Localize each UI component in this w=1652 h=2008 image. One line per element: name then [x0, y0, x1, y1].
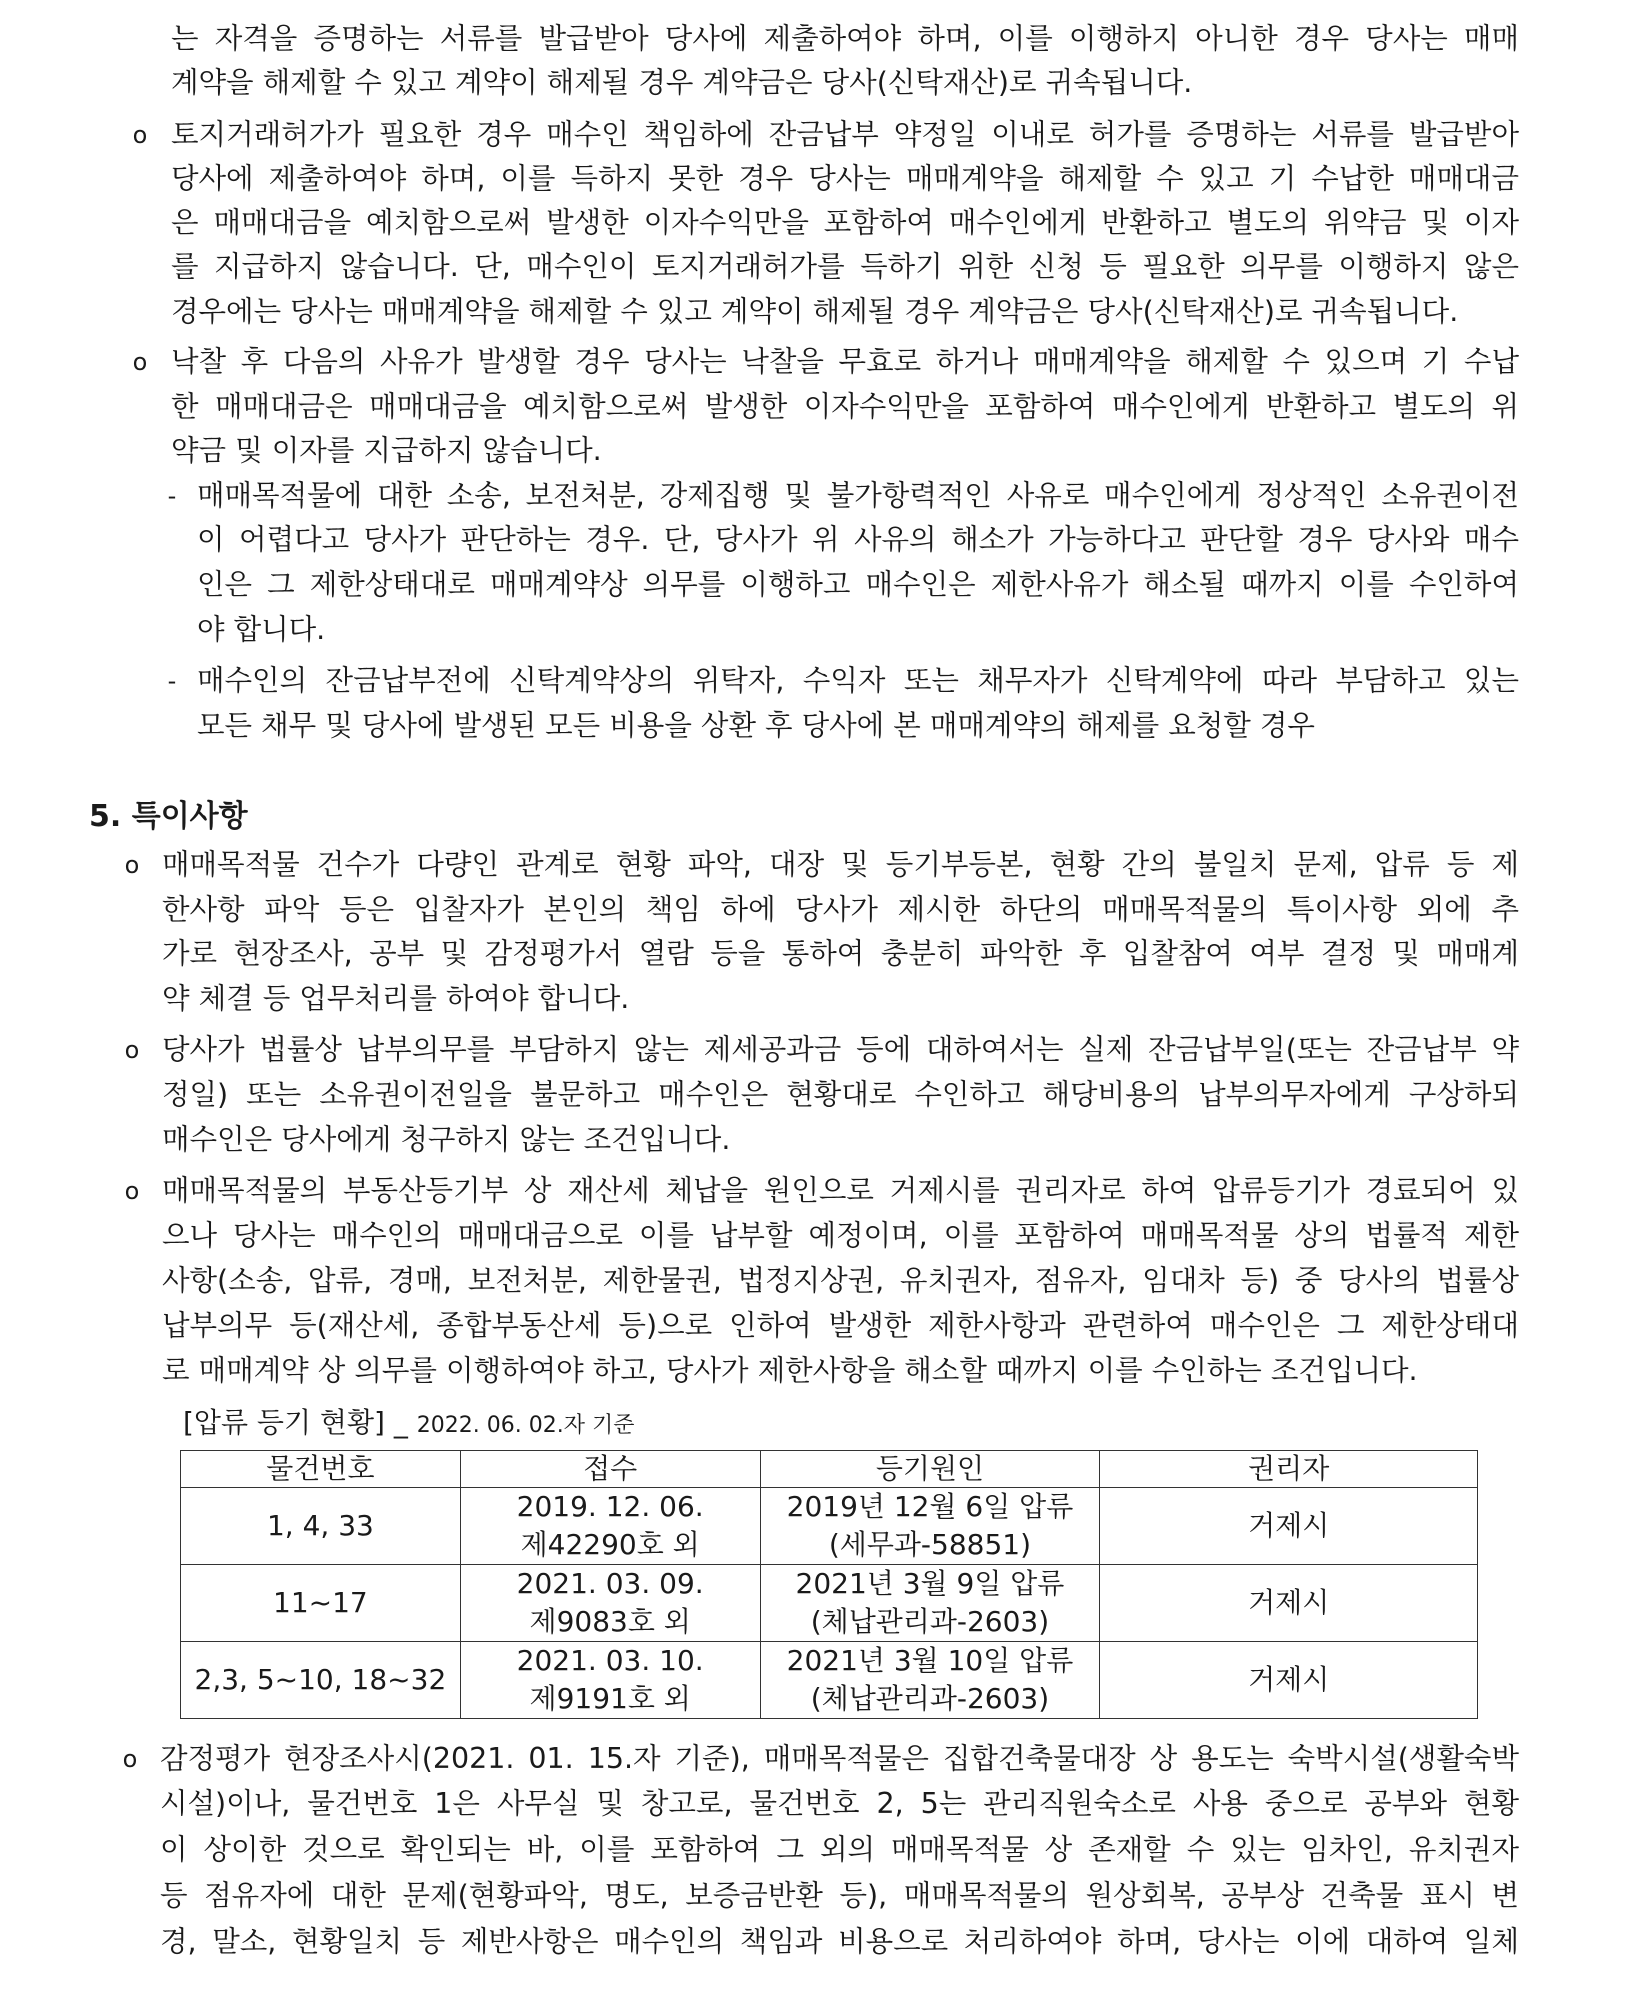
- column-header: 물건번호: [181, 1451, 461, 1488]
- cause-cell: [760, 1642, 1100, 1719]
- paragraph-line: 납부의무 등(재산세, 종합부동산세 등)으로 인하여 발생한 제한사항과 관련하여 매수인은 그 제한상태대: [162, 1309, 1519, 1342]
- paragraph-line: 계약을 해제할 수 있고 계약이 해제될 경우 계약금은 당사(신탁재산)로 귀속됩니다.: [171, 66, 1193, 99]
- table-row: [181, 1565, 1478, 1642]
- cause-ref: (체납관리과-2603): [810, 1605, 1050, 1638]
- paragraph-line: 매수인은 당사에게 청구하지 않는 조건입니다.: [162, 1123, 731, 1156]
- cause-ref: (체납관리과-2603): [810, 1682, 1050, 1715]
- seizure-registration-table: [180, 1450, 1478, 1719]
- paragraph-line: 시설)이나, 물건번호 1은 사무실 및 창고로, 물건번호 2, 5는 관리직원숙소로 사용 중으로 공부와 현황: [160, 1787, 1519, 1820]
- paragraph-line: 인은 그 제한상태대로 매매계약상 의무를 이행하고 매수인은 제한사유가 해소될 때까지 이를 수인하여: [197, 568, 1519, 601]
- paragraph-line: 토지거래허가가 필요한 경우 매수인 책임하에 잔금납부 약정일 이내로 허가를 증명하는 서류를 발급받아: [171, 118, 1519, 151]
- paragraph-line: 사항(소송, 압류, 경매, 보전처분, 제한물권, 법정지상권, 유치권자, 점유자, 임대차 등) 중 당사의 법률상: [162, 1264, 1519, 1297]
- cause-text: 2019년 12월 6일 압류: [786, 1490, 1074, 1523]
- paragraph-line: 매매목적물에 대한 소송, 보전처분, 강제집행 및 불가항력적인 사유로 매수인에게 정상적인 소유권이전: [197, 479, 1519, 512]
- receipt-number: 제9083호 외: [529, 1605, 691, 1638]
- paragraph-line: 약 체결 등 업무처리를 하여야 합니다.: [162, 982, 630, 1015]
- paragraph-line: 등 점유자에 대한 문제(현황파악, 명도, 보증금반환 등), 매매목적물의 원상회복, 공부상 건축물 표시 변: [160, 1879, 1519, 1912]
- holder-cell: 거제시: [1100, 1642, 1478, 1719]
- receipt-number: 제42290호 외: [520, 1528, 700, 1561]
- table-caption-title: [압류 등기 현황] _: [183, 1406, 408, 1439]
- bullet-marker: o: [124, 1036, 140, 1064]
- cause-text: 2021년 3월 9일 압류: [795, 1567, 1065, 1600]
- paragraph-line: 이 어렵다고 당사가 판단하는 경우. 단, 당사가 위 사유의 해소가 가능하다고 판단할 경우 당사와 매수: [197, 523, 1519, 556]
- cause-cell: [760, 1488, 1100, 1565]
- paragraph-line: 으나 당사는 매수인의 매매대금으로 이를 납부할 예정이며, 이를 포함하여 매매목적물 상의 법률적 제한: [162, 1219, 1519, 1252]
- table-row: [181, 1488, 1478, 1565]
- receipt-date: 2021. 03. 10.: [516, 1644, 704, 1677]
- paragraph-line: 매매목적물 건수가 다량인 관계로 현황 파악, 대장 및 등기부등본, 현황 간의 불일치 문제, 압류 등 제: [162, 848, 1519, 881]
- paragraph-line: 낙찰 후 다음의 사유가 발생할 경우 당사는 낙찰을 무효로 하거나 매매계약을 해제할 수 있으며 기 수납: [171, 345, 1519, 378]
- paragraph-line: 경우에는 당사는 매매계약을 해제할 수 있고 계약이 해제될 경우 계약금은 당사(신탁재산)로 귀속됩니다.: [171, 295, 1459, 328]
- cause-ref: (세무과-58851): [828, 1528, 1032, 1561]
- receipt-cell: [460, 1488, 760, 1565]
- bullet-marker: o: [124, 851, 140, 879]
- dash-marker: -: [167, 667, 177, 695]
- table-header-row: [181, 1451, 1478, 1488]
- holder-cell: 거제시: [1100, 1488, 1478, 1565]
- item-number-cell: 1, 4, 33: [181, 1488, 461, 1565]
- table-caption-date: 2022. 06. 02.자 기준: [416, 1413, 635, 1438]
- paragraph-line: 매매목적물의 부동산등기부 상 재산세 체납을 원인으로 거제시를 권리자로 하여 압류등기가 경료되어 있: [162, 1174, 1519, 1207]
- receipt-cell: [460, 1565, 760, 1642]
- paragraph-line: 정일) 또는 소유권이전일을 불문하고 매수인은 현황대로 수인하고 해당비용의 납부의무자에게 구상하되: [162, 1078, 1519, 1111]
- item-number-cell: 2,3, 5~10, 18~32: [181, 1642, 461, 1719]
- receipt-date: 2021. 03. 09.: [516, 1567, 704, 1600]
- cause-text: 2021년 3월 10일 압류: [786, 1644, 1074, 1677]
- dash-marker: -: [167, 482, 177, 510]
- paragraph-line: 이 상이한 것으로 확인되는 바, 이를 포함하여 그 외의 매매목적물 상 존재할 수 있는 임차인, 유치권자: [160, 1833, 1519, 1866]
- paragraph-line: 모든 채무 및 당사에 발생된 모든 비용을 상환 후 당사에 본 매매계약의 해제를 요청할 경우: [197, 709, 1315, 742]
- table-row: [181, 1642, 1478, 1719]
- paragraph-line: 은 매매대금을 예치함으로써 발생한 이자수익만을 포함하여 매수인에게 반환하고 별도의 위약금 및 이자: [171, 206, 1519, 239]
- receipt-number: 제9191호 외: [529, 1682, 691, 1715]
- section-heading: 5. 특이사항: [89, 799, 248, 834]
- receipt-date: 2019. 12. 06.: [516, 1490, 704, 1523]
- bullet-marker: o: [122, 1745, 138, 1773]
- bullet-marker: o: [124, 1177, 140, 1205]
- holder-cell: 거제시: [1100, 1565, 1478, 1642]
- paragraph-line: 는 자격을 증명하는 서류를 발급받아 당사에 제출하여야 하며, 이를 이행하지 아니한 경우 당사는 매매: [171, 22, 1519, 55]
- paragraph-line: 감정평가 현장조사시(2021. 01. 15.자 기준), 매매목적물은 집합건축물대장 상 용도는 숙박시설(생활숙박: [160, 1742, 1519, 1775]
- paragraph-line: 약금 및 이자를 지급하지 않습니다.: [171, 434, 602, 467]
- table-caption: [183, 1403, 634, 1446]
- paragraph-line: 매수인의 잔금납부전에 신탁계약상의 위탁자, 수익자 또는 채무자가 신탁계약에 따라 부담하고 있는: [197, 664, 1519, 697]
- column-header: 접수: [460, 1451, 760, 1488]
- paragraph-line: 한 매매대금은 매매대금을 예치함으로써 발생한 이자수익만을 포함하여 매수인에게 반환하고 별도의 위: [171, 390, 1519, 423]
- paragraph-line: 를 지급하지 않습니다. 단, 매수인이 토지거래허가를 득하기 위한 신청 등 필요한 의무를 이행하지 않은: [171, 250, 1519, 283]
- bullet-marker: o: [132, 348, 148, 376]
- paragraph-line: 가로 현장조사, 공부 및 감정평가서 열람 등을 통하여 충분히 파악한 후 입찰참여 여부 결정 및 매매계: [162, 937, 1519, 970]
- paragraph-line: 야 합니다.: [197, 613, 326, 646]
- paragraph-line: 로 매매계약 상 의무를 이행하여야 하고, 당사가 제한사항을 해소할 때까지 이를 수인하는 조건입니다.: [162, 1354, 1418, 1387]
- paragraph-line: 경, 말소, 현황일치 등 제반사항은 매수인의 책임과 비용으로 처리하여야 하며, 당사는 이에 대하여 일체: [160, 1925, 1519, 1958]
- paragraph-line: 당사에 제출하여야 하며, 이를 득하지 못한 경우 당사는 매매계약을 해제할 수 있고 기 수납한 매매대금: [171, 162, 1519, 195]
- paragraph-line: 당사가 법률상 납부의무를 부담하지 않는 제세공과금 등에 대하여서는 실제 잔금납부일(또는 잔금납부 약: [162, 1033, 1519, 1066]
- column-header: 등기원인: [760, 1451, 1100, 1488]
- cause-cell: [760, 1565, 1100, 1642]
- bullet-marker: o: [132, 121, 148, 149]
- column-header: 권리자: [1100, 1451, 1478, 1488]
- receipt-cell: [460, 1642, 760, 1719]
- item-number-cell: 11~17: [181, 1565, 461, 1642]
- paragraph-line: 한사항 파악 등은 입찰자가 본인의 책임 하에 당사가 제시한 하단의 매매목적물의 특이사항 외에 추: [162, 893, 1519, 926]
